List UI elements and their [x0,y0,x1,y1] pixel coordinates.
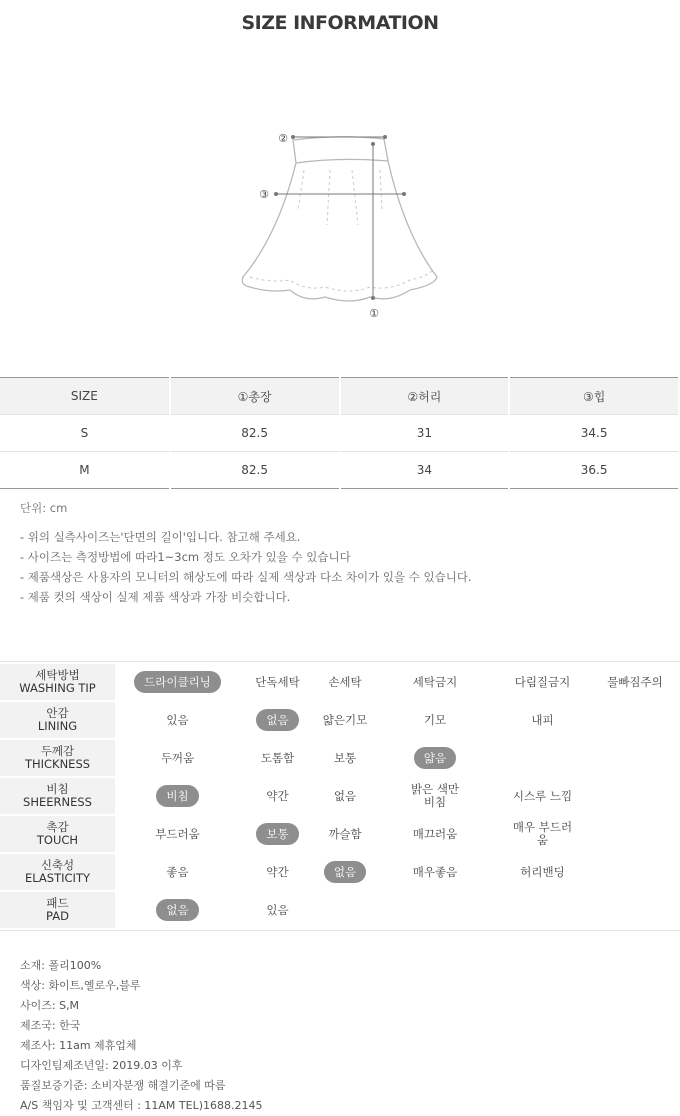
care-row-header [0,778,115,814]
care-row-header [0,664,115,700]
size-notes [20,527,472,607]
care-label-en: THICKNESS [24,757,91,771]
care-option-cell [375,854,495,890]
info-item: 소재: 폴리100% [20,959,102,972]
care-option-cell [115,778,240,814]
unit-label: 단위: cm [20,501,68,515]
header-cell: SIZE [0,378,170,415]
care-option: 밝은 색만 비침 [410,782,460,809]
care-option: 있음 [166,712,189,727]
care-option: 없음 [333,788,357,803]
care-option: 매끄러움 [412,826,458,841]
table-row [0,452,679,489]
care-option-cell [315,892,375,928]
care-option-cell [240,702,315,738]
info-item: 디자인팀제조년일: 2019.03 이후 [20,1059,183,1072]
page-title: SIZE INFORMATION [241,12,439,34]
care-label-ko: 비침 [46,782,69,796]
care-option-cell [315,702,375,738]
table-cell: 31 [340,415,510,452]
care-option: 단독세탁 [255,674,300,689]
care-option: 기모 [423,712,447,727]
care-option: 좋음 [166,864,189,879]
care-option: 내피 [531,712,554,727]
care-option: 두꺼움 [160,750,195,765]
care-option-cell [240,740,315,776]
care-option-selected: 없음 [156,899,198,921]
care-option: 약간 [266,788,289,803]
note-item: - 위의 실측사이즈는'단면의 길이'입니다. 참고해 주세요. [20,530,301,544]
care-label-en: LINING [37,719,78,733]
marker-3: ③ [259,188,269,201]
size-table-header [0,378,679,415]
care-option-cell [590,892,680,928]
care-option-cell [495,892,590,928]
care-table [0,661,680,931]
table-cell: 34.5 [509,415,679,452]
care-option: 있음 [266,902,289,917]
care-label-en: TOUCH [36,833,79,847]
skirt-illustration [230,125,450,325]
size-table [0,377,680,489]
care-label-ko: 세탁방법 [35,668,80,682]
care-row [0,739,680,777]
care-option-cell [495,740,590,776]
care-option-selected: 없음 [256,709,298,731]
care-label-en: PAD [46,909,69,923]
care-row-header [0,740,115,776]
care-option-cell [375,892,495,928]
care-option-cell [115,664,240,700]
table-row [0,415,679,452]
care-option: 매우 부드러움 [512,820,573,847]
care-option: 세탁금지 [412,674,458,689]
care-option-cell [375,702,495,738]
care-label-ko: 패드 [46,896,69,910]
care-option: 부드러움 [155,826,200,841]
header-cell: ②허리 [340,378,510,415]
care-option-cell [375,740,495,776]
care-row [0,663,680,701]
care-option: 약간 [266,864,289,879]
table-cell: 82.5 [170,452,340,489]
care-option-selected: 없음 [324,861,366,883]
care-option-cell [115,740,240,776]
care-row [0,815,680,853]
care-row-header [0,892,115,928]
info-item: A/S 책임자 및 고객센터 : 11AM TEL)1688.2145 [20,1099,263,1112]
care-row-header [0,816,115,852]
care-option-selected: 드라이클리닝 [134,671,221,693]
table-cell: 34 [340,452,510,489]
care-option-selected: 보통 [256,823,298,845]
info-item: 제조국: 한국 [20,1019,81,1032]
care-label-ko: 안감 [46,706,69,720]
care-option-cell [375,664,495,700]
skirt-diagram [230,125,450,325]
info-item: 색상: 화이트,옐로우,블루 [20,979,141,992]
table-cell: M [0,452,170,489]
care-option-cell [495,778,590,814]
care-option-cell [495,816,590,852]
care-option: 까슬함 [328,826,362,841]
header-cell: ①총장 [170,378,340,415]
care-option-cell [375,778,495,814]
care-option: 얇은기모 [322,712,368,727]
care-option-cell [495,664,590,700]
care-row-header [0,702,115,738]
info-item: 사이즈: S,M [20,999,80,1012]
table-cell: 82.5 [170,415,340,452]
care-option-cell [590,664,680,700]
care-option: 허리밴딩 [520,864,565,879]
care-option-cell [240,892,315,928]
care-option: 도톰함 [260,750,295,765]
header-cell: ③힙 [509,378,679,415]
care-option-cell [590,854,680,890]
care-option: 보통 [333,750,357,765]
care-option: 시스루 느낌 [512,788,573,803]
care-row [0,891,680,929]
care-label-en: ELASTICITY [25,871,90,885]
marker-1: ① [369,307,379,320]
care-option-selected: 얇음 [414,747,456,769]
care-option-cell [240,664,315,700]
care-option-cell [315,740,375,776]
note-item: - 사이즈는 측정방법에 따라1~3cm 정도 오차가 있을 수 있습니다 [20,550,351,564]
care-option: 물빠짐주의 [607,674,663,689]
care-row-header [0,854,115,890]
care-option-cell [375,816,495,852]
note-item: - 제품색상은 사용자의 모니터의 해상도에 따라 실제 색상과 다소 차이가 있을 수 있습니다. [20,570,472,584]
care-option-cell [590,816,680,852]
care-option-cell [495,702,590,738]
care-option: 손세탁 [328,674,362,689]
care-option-cell [315,816,375,852]
info-item: 품질보증기준: 소비자분쟁 해결기준에 따름 [20,1079,226,1092]
care-option-cell [115,854,240,890]
care-option-selected: 비침 [156,785,198,807]
care-label-en: SHEERNESS [23,795,92,809]
care-option-cell [115,892,240,928]
care-option-cell [115,702,240,738]
care-option-cell [240,778,315,814]
table-cell: 36.5 [509,452,679,489]
care-option-cell [590,778,680,814]
info-item: 제조사: 11am 제휴업체 [20,1039,137,1052]
care-row [0,853,680,891]
care-option-cell [240,854,315,890]
note-item: - 제품 컷의 색상이 실제 제품 색상과 가장 비슷합니다. [20,590,291,604]
care-option-cell [115,816,240,852]
product-info [20,956,263,1116]
care-option-cell [495,854,590,890]
table-cell: S [0,415,170,452]
care-row [0,701,680,739]
marker-2: ② [278,132,288,145]
care-option-cell [315,854,375,890]
care-label-ko: 신축성 [40,858,75,872]
care-option-cell [590,740,680,776]
care-label-ko: 촉감 [46,820,69,834]
care-option-cell [240,816,315,852]
care-option: 다림질금지 [514,674,571,689]
care-option: 매우좋음 [412,864,458,879]
care-row [0,777,680,815]
care-option-cell [315,778,375,814]
care-label-ko: 두께감 [40,744,75,758]
care-label-en: WASHING TIP [19,681,96,695]
care-option-cell [590,702,680,738]
care-option-cell [315,664,375,700]
